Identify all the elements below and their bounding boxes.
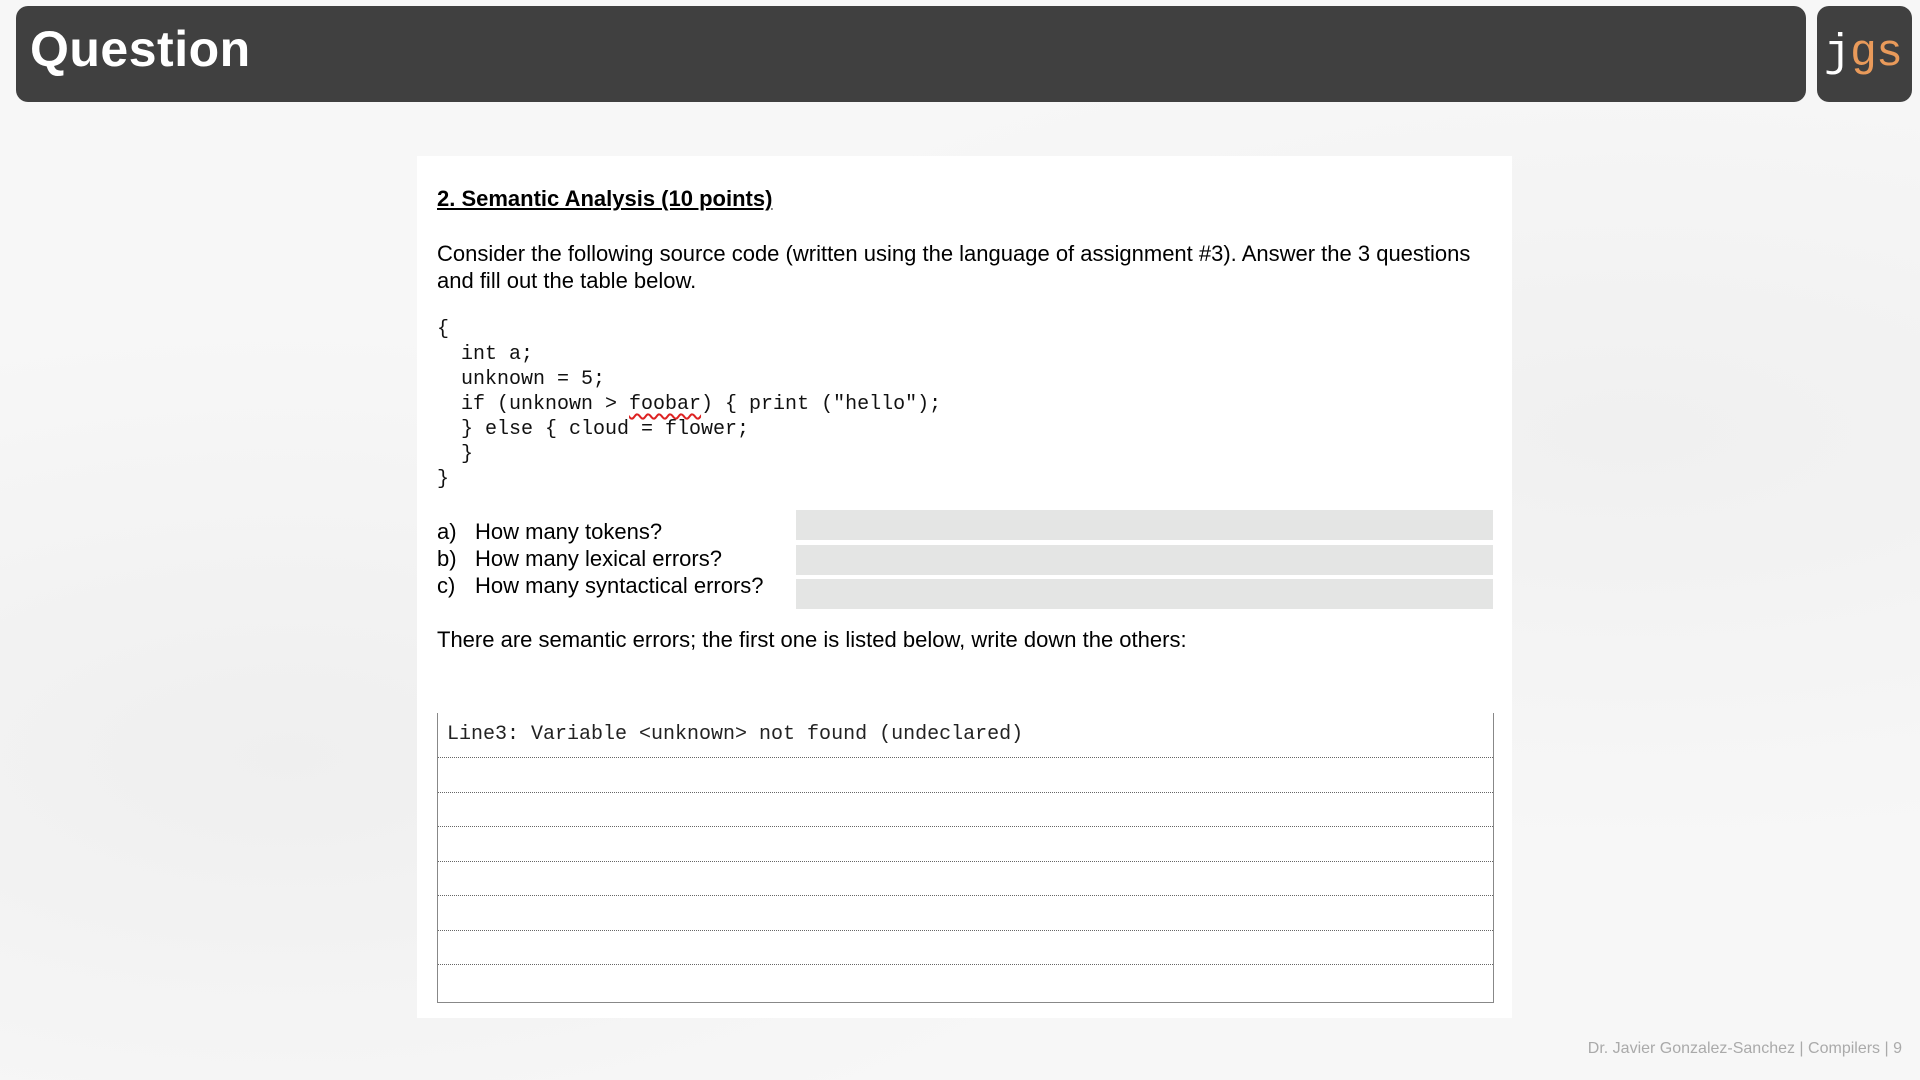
error-row[interactable] bbox=[438, 931, 1493, 966]
slide-footer: Dr. Javier Gonzalez-Sanchez | Compilers | 9 bbox=[1587, 1040, 1902, 1057]
question-text: How many syntactical errors? bbox=[475, 573, 764, 598]
logo bbox=[1817, 6, 1912, 102]
question-letter: c) bbox=[437, 573, 456, 598]
question-b bbox=[437, 545, 764, 572]
code-line-4-pre: if (unknown > bbox=[437, 393, 630, 416]
answer-field-lexical-errors[interactable] bbox=[796, 545, 1493, 575]
error-row[interactable] bbox=[438, 862, 1493, 897]
code-line-7: } bbox=[437, 468, 450, 491]
code-line-3: unknown = 5; bbox=[437, 368, 606, 391]
code-line-4-post: ) { print ("hello"); bbox=[701, 393, 942, 416]
logo-text bbox=[1824, 28, 1902, 79]
error-row[interactable] bbox=[438, 758, 1493, 793]
question-text: How many tokens? bbox=[475, 519, 663, 544]
code-line-2: int a; bbox=[437, 343, 534, 366]
logo-part-gs: gs bbox=[1850, 28, 1903, 79]
question-letter: a) bbox=[437, 519, 457, 544]
error-row[interactable] bbox=[438, 896, 1493, 931]
semantic-errors-note: There are semantic errors; the first one is listed below, write down the others: bbox=[437, 627, 1187, 652]
code-error-token: foobar bbox=[629, 393, 702, 416]
error-row[interactable] bbox=[438, 827, 1493, 862]
answer-field-tokens[interactable] bbox=[796, 510, 1493, 540]
questions-list bbox=[437, 518, 764, 599]
document-page bbox=[417, 156, 1512, 1018]
title-bar bbox=[16, 6, 1806, 102]
semantic-errors-table bbox=[437, 713, 1494, 1003]
question-text: How many lexical errors? bbox=[475, 546, 722, 571]
question-c bbox=[437, 572, 764, 599]
question-a bbox=[437, 518, 764, 545]
code-line-5: } else { cloud = flower; bbox=[437, 418, 750, 441]
error-row[interactable]: Line3: Variable <unknown> not found (undeclared) bbox=[438, 713, 1493, 758]
code-line-6: } bbox=[437, 443, 474, 466]
question-letter: b) bbox=[437, 546, 457, 571]
question-heading: 2. Semantic Analysis (10 points) bbox=[437, 186, 773, 211]
question-intro: Consider the following source code (written using the language of assignment #3). Answer the 3 questions and fill out the table below. bbox=[437, 241, 1471, 293]
slide-title: Question bbox=[30, 21, 251, 77]
logo-part-j: j bbox=[1824, 28, 1851, 79]
code-line-4 bbox=[437, 392, 941, 417]
code-block bbox=[437, 317, 941, 492]
code-line-1: { bbox=[437, 318, 450, 341]
error-row[interactable] bbox=[438, 793, 1493, 828]
answer-field-syntactical-errors[interactable] bbox=[796, 579, 1493, 609]
error-row[interactable] bbox=[438, 965, 1493, 1000]
